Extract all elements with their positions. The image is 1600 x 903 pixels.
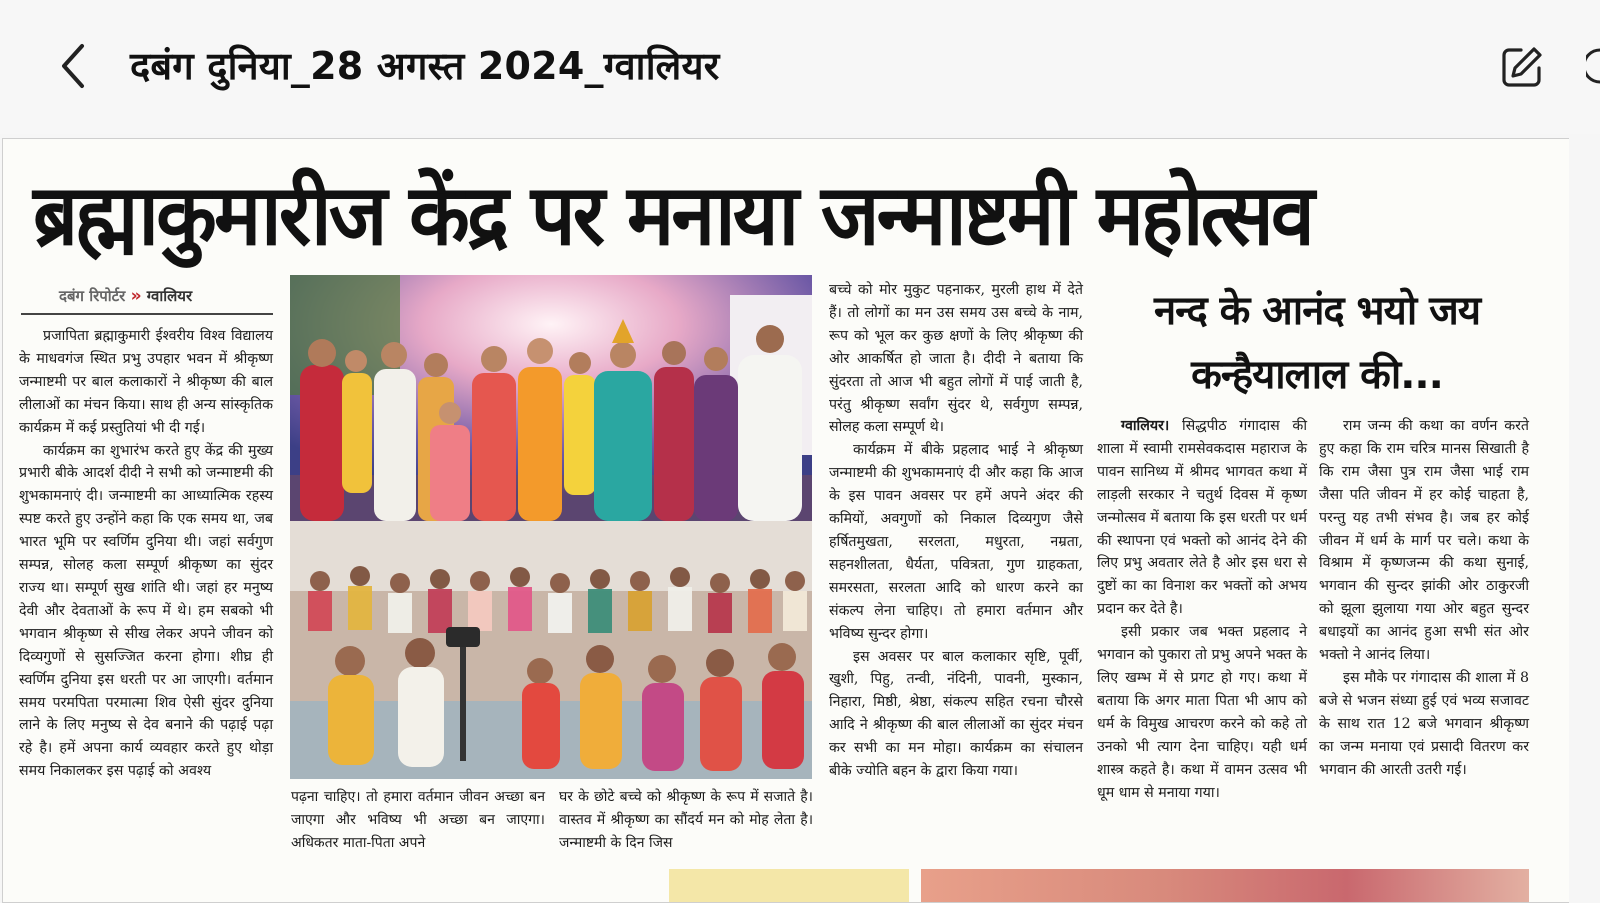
chevron-left-icon (58, 42, 88, 90)
newspaper-clipping (2, 138, 1569, 903)
byline-reporter: दबंग रिपोर्टर (59, 287, 126, 305)
byline-separator: » (130, 286, 142, 306)
article-headline: ब्रह्माकुमारीज केंद्र पर मनाया जन्माष्टमी महोत्सव (33, 166, 1312, 264)
paragraph: इस मौके पर गंगादास की शाला में 8 बजे से भजन संध्या हुई एवं भव्य सजावट के साथ रात 12 बजे भगवान श्रीकृष्ण का जन्म मनाया एवं प्रसादी वितरण कर भगवान की आरती उतरी गई। (1319, 669, 1529, 778)
back-button[interactable] (48, 38, 98, 94)
headline-line: कन्हैयालाल की... (1191, 352, 1443, 398)
document-title: दबंग दुनिया_28 अगस्त 2024_ग्वालियर (130, 44, 720, 88)
paragraph: घर के छोटे बच्चे को श्रीकृष्ण के रूप में सजाते है। वास्तव में श्रीकृष्ण का सौंदर्य मन को मोह लेता है। जन्माष्टमी के दिन जिस (559, 789, 813, 851)
paragraph: प्रजापिता ब्रह्माकुमारी ईश्वरीय विश्व विद्यालय के माधवगंज स्थित प्रभु उपहार भवन में श्रीकृष्ण जन्माष्टमी पर बाल कलाकारों ने श्रीकृष्ण की बाल लीलाओं का मंचन किया। साथ ही अन्य सांस्कृतिक कार्यक्रम में कई प्रस्तुतियां भी दी गई। (19, 328, 273, 436)
second-article-column-2 (1319, 415, 1529, 855)
paragraph: कार्यक्रम में बीके प्रहलाद भाई ने श्रीकृष्ण जन्माष्टमी की शुभकामनाएं दी और कहा कि आज के इस पावन अवसर पर हमें अपने अंदर की कमियों, अवगुणों को निकाल दिव्यगुण जैसे हर्षितमुखता, सरलता, मधुरता, नम्रता, सहनशीलता, धैर्यता, पवित्रता, गुण ग्राहकता, समरसता, सरलता आदि को धारण करने का संकल्प लेना चाहिए। तो हमारा वर्तमान और भविष्य सुन्दर होगा। (829, 442, 1083, 642)
paragraph: बच्चे को मोर मुकुट पहनाकर, मुरली हाथ में देते हैं। तो लोगों का मन उस समय उस बच्चे के नाम, रूप को भूल कर कुछ क्षणों के लिए श्रीकृष्ण की ओर आकर्षित हो जाता है। दीदी ने बताया कि सुंदरता तो आज भी बहुत लोगों में पाई जाती है, परंतु श्रीकृष्ण सर्वांग सुंदर थे, सर्वगुण सम्पन्न, सोलह कला सम्पूर्ण थे। (829, 282, 1083, 436)
headline-line: नन्द के आनंद भयो जय (1153, 288, 1481, 334)
more-options-icon[interactable] (1586, 46, 1600, 86)
next-photo-strip (921, 869, 1529, 902)
second-article-headline (1099, 279, 1535, 407)
byline (59, 285, 192, 307)
byline-city: ग्वालियर (146, 287, 193, 305)
article-column-1 (19, 325, 273, 845)
paragraph-text: सिद्धपीठ गंगादास की शाला में स्वामी रामसेवकदास महाराज के पावन सानिध्य में श्रीमद भागवत कथा में लाड़ली सरकार ने चतुर्थ दिवस में कृष्ण जन्मोत्सव में बताया कि इस धरती पर धर्म की स्थापना एवं भक्तो को आनंद देने की लिए प्रभु अवतार लेते है ओर इस धरा से दुष्टों का का विनाश कर भक्तों को अभय प्रदान कर देते है। (1097, 418, 1307, 618)
edit-button[interactable] (1496, 41, 1548, 93)
dateline: ग्वालियर। (1121, 418, 1170, 434)
paragraph: पढ़ना चाहिए। तो हमारा वर्तमान जीवन अच्छा बन जाएगा और भविष्य भी अच्छा बन जाएगा। अधिकतर माता-पिता अपने (291, 789, 545, 851)
next-article-strip (669, 869, 909, 902)
audience-photo (290, 521, 812, 779)
byline-rule (21, 313, 273, 315)
article-column-4 (829, 279, 1083, 849)
edit-icon (1499, 44, 1545, 90)
paragraph: कार्यक्रम का शुभारंभ करते हुए केंद्र की मुख्य प्रभारी बीके आदर्श दीदी ने सभी को जन्माष्टमी की शुभकामनाएं दी। जन्माष्टमी का आध्यात्मिक रहस्य स्पष्ट करते हुए उन्होंने कहा कि एक समय था, जब भारत भूमि पर स्वर्णिम दुनिया थी। जहां सर्वगुण सम्पन्न, सोलह कला सम्पूर्ण श्रीकृष्ण का सुंदर राज्य था। सम्पूर्ण सुख शांति थी। जहां हर मनुष्य देवी और देवताओं के रूप में थे। हम सबको भी भगवान श्रीकृष्ण से सीख लेकर अपने जीवन को दिव्यगुणों से सुसज्जित करना होगा। शीघ्र ही स्वर्णिम दुनिया इस धरती पर आ जाएगी। वर्तमान समय परमपिता परमात्मा शिव ऐसी सुंदर दुनिया लाने के लिए मनुष्य से देव बनाने की पढ़ाई पढ़ा रहे है। हमें अपना कार्य व्यवहार करते हुए थोड़ा समय निकालकर इस पढ़ाई को अवश्य (19, 442, 273, 780)
article-column-2-continued (291, 786, 545, 858)
paragraph: राम जन्म की कथा का वर्णन करते हुए कहा कि राम चरित्र मानस सिखाती है कि राम जैसा पुत्र राम जैसा भाई राम जैसा पति जीवन में हर कोई चाहता है, परन्तु यह तभी संभव है। जब हर कोई जीवन में धर्म के मार्ग पर चले। कथा के विश्राम में कृष्णजन्म की कथा सुनाई, भगवान की सुन्दर झांकी ओर ठाकुरजी को झूला झुलाया गया ओर बहुत सुन्दर बधाइयों का आनंद हुआ सभी संत ओर भक्तो ने आनंद लिया। (1319, 418, 1529, 664)
top-app-bar (0, 0, 1600, 134)
paragraph: इसी प्रकार जब भक्त प्रहलाद ने भगवान को पुकारा तो प्रभु अपने भक्त के लिए खम्भ में से प्रगट हो गए। कथा में बताया कि अगर माता पिता भी आप को धर्म के विमुख आचरण करने को कहे तो उनको भी त्याग देना चाहिए। यही धर्म शास्त्र कहते है। कथा में वामन उत्सव भी धूम धाम से मनाया गया। (1097, 624, 1307, 801)
article-column-3-continued (559, 786, 813, 858)
paragraph (1097, 415, 1307, 621)
paragraph: इस अवसर पर बाल कलाकार सृष्टि, पूर्वी, खुशी, पिहु, तन्वी, नंदिनी, पावनी, मुस्कान, निहारा, मिष्ठी, श्रेष्ठा, संकल्प सहित रचना चौरसे आदि ने श्रीकृष्ण की बाल लीलाओं का सुंदर मंचन कर सभी का मन मोहा। कार्यक्रम का संचालन बीके ज्योति बहन के द्वारा किया गया। (829, 648, 1083, 780)
stage-performance-photo (290, 275, 812, 521)
second-article-column-1 (1097, 415, 1307, 855)
